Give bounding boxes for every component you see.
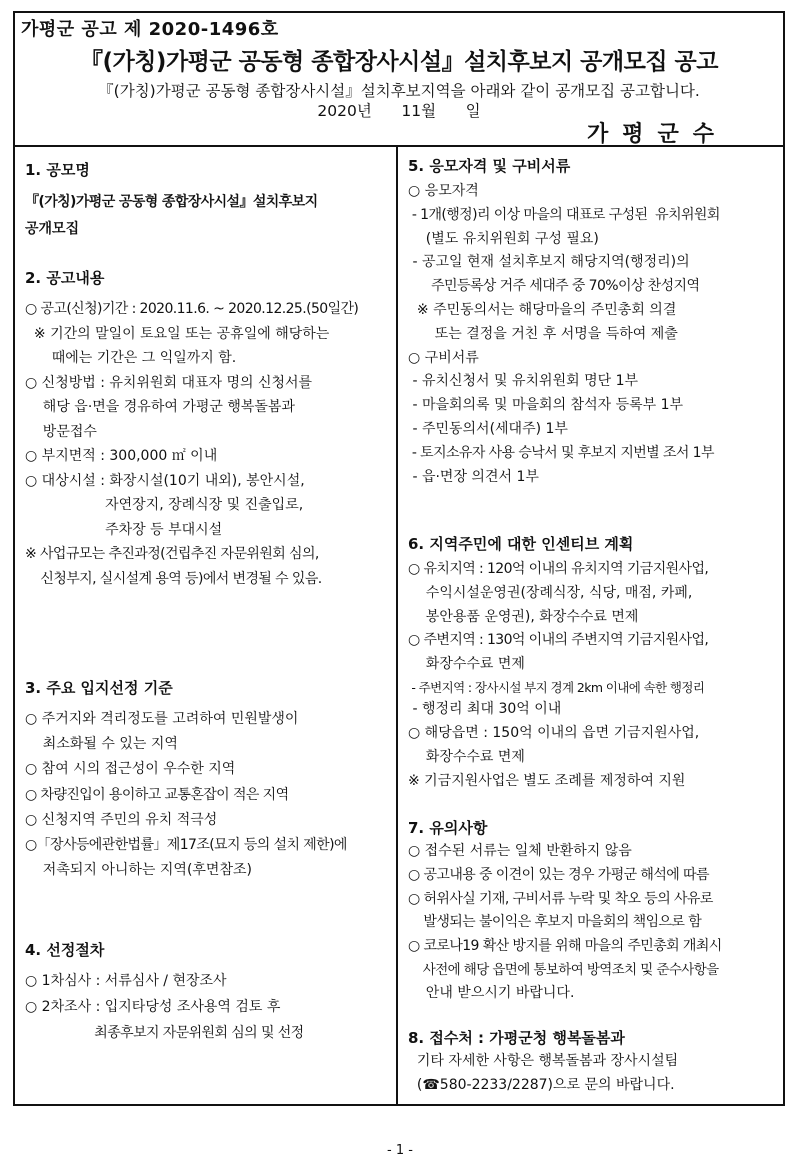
section-line: 화장수수료 면제 — [408, 748, 525, 765]
section-line: - 토지소유자 사용 승낙서 및 후보지 지번별 조서 1부 — [408, 444, 714, 461]
section-line: - 1개(행정)리 이상 마을의 대표로 구성된 유치위원회 — [408, 206, 720, 223]
section-3 — [25, 677, 388, 939]
section-line: 수익시설운영권(장례식장, 식당, 매점, 카페, — [408, 584, 693, 601]
notice-frame — [13, 11, 785, 1106]
section-line: ○ 차량진입이 용이하고 교통혼잡이 적은 지역 — [25, 786, 289, 803]
section-line: 발생되는 불이익은 후보지 마을회의 책임으로 함 — [408, 914, 702, 931]
section-line: 때에는 기간은 그 익일까지 함. — [25, 350, 237, 366]
section-line: 주민등록상 거주 세대주 중 70%이상 찬성지역 — [408, 278, 700, 295]
notice-date: 2020년 11월 일 — [317, 102, 481, 120]
section-line: 안내 받으시기 바랍니다. — [408, 984, 575, 1001]
section-line: ○ 참여 시의 접근성이 우수한 지역 — [25, 761, 236, 778]
section-line: ○ 공고내용 중 이견이 있는 경우 가평군 해석에 따름 — [408, 866, 709, 883]
section-line: - 주변지역 : 장사시설 부지 경계 2km 이내에 속한 행정리 — [408, 679, 705, 695]
section-line: ※ 사업규모는 추진과정(건립추진 자문위원회 심의, — [25, 546, 319, 562]
section-line: 주차장 등 부대시설 — [25, 521, 223, 538]
section-line: 해당 읍·면을 경유하여 가평군 행복돌봄과 — [25, 399, 295, 415]
section-line: 최소화될 수 있는 지역 — [25, 736, 178, 753]
section-title: 7. 유의사항 — [408, 819, 488, 837]
section-line: ○ 1차심사 : 서류심사 / 현장조사 — [25, 973, 227, 989]
section-2 — [25, 267, 388, 677]
section-line: (☎580-2233/2287)으로 문의 바랍니다. — [408, 1076, 675, 1093]
section-1 — [25, 159, 388, 267]
section-line: ○ 접수된 서류는 일체 반환하지 않음 — [408, 843, 632, 859]
section-title: 8. 접수처 : 가평군청 행복돌봄과 — [408, 1029, 625, 1047]
section-8 — [408, 1027, 777, 1098]
section-line: - 유치신청서 및 유치위원회 명단 1부 — [408, 373, 638, 390]
section-line: (별도 유치위원회 구성 필요) — [408, 230, 599, 247]
section-line: - 행정리 최대 30억 이내 — [408, 701, 562, 718]
section-line: 자연장지, 장례식장 및 진출입로, — [25, 497, 304, 513]
section-title: 6. 지역주민에 대한 인센티브 계획 — [408, 535, 634, 553]
notice-header — [15, 13, 783, 147]
section-line: ○ 주거지와 격리정도를 고려하여 민원발생이 — [25, 711, 299, 727]
section-line: - 공고일 현재 설치후보지 해당지역(행정리)의 — [408, 254, 690, 271]
section-line: 화장수수료 면제 — [408, 656, 525, 673]
section-6 — [408, 533, 777, 817]
section-5 — [408, 155, 777, 533]
section-line: 기타 자세한 사항은 행복돌봄과 장사시설팀 — [408, 1053, 679, 1069]
section-line: 저촉되지 아니하는 지역(후면참조) — [25, 862, 252, 879]
section-title: 4. 선정절차 — [25, 941, 105, 959]
issuer-name: 가평군수 — [586, 122, 728, 147]
notice-title: 『(가칭)가평군 공동형 종합장사시설』설치후보지 공개모집 공고 — [79, 49, 718, 75]
section-line: ○ 신청방법 : 유치위원회 대표자 명의 신청서를 — [25, 374, 313, 391]
section-line: - 주민동의서(세대주) 1부 — [408, 420, 568, 437]
section-line: ○ 대상시설 : 화장시설(10기 내외), 봉안시설, — [25, 472, 305, 489]
section-title: 2. 공고내용 — [25, 269, 105, 287]
section-line: 사전에 해당 읍면에 통보하여 방역조치 및 준수사항을 — [408, 961, 719, 978]
section-line: 공개모집 — [25, 220, 80, 237]
section-line: 신청부지, 실시설계 용역 등)에서 변경될 수 있음. — [25, 570, 322, 587]
section-line: ○ 해당읍면 : 150억 이내의 읍면 기금지원사업, — [408, 725, 700, 742]
section-line: - 마을회의록 및 마을회의 참석자 등록부 1부 — [408, 397, 684, 414]
section-line: ※ 주민동의서는 해당마을의 주민총회 의결 — [408, 301, 677, 318]
section-line: 방문접수 — [25, 423, 97, 440]
section-4 — [25, 939, 388, 1047]
section-line: ○「장사등에관한법률」제17조(묘지 등의 설치 제한)에 — [25, 836, 347, 853]
section-line: ○ 코로나19 확산 방지를 위해 마을의 주민총회 개최시 — [408, 938, 722, 955]
section-title: 1. 공모명 — [25, 161, 90, 179]
section-7 — [408, 817, 777, 1027]
section-title: 5. 응모자격 및 구비서류 — [408, 157, 571, 175]
section-line: - 읍·면장 의견서 1부 — [408, 468, 539, 485]
section-line: 『(가칭)가평군 공동형 종합장사시설』설치후보지 — [25, 194, 318, 210]
section-line: ○ 유치지역 : 120억 이내의 유치지역 기금지원사업, — [408, 561, 709, 577]
section-line: 최종후보지 자문위원회 심의 및 선정 — [25, 1024, 304, 1041]
left-column — [15, 145, 396, 1106]
section-line: ○ 부지면적 : 300,000 ㎡ 이내 — [25, 448, 218, 464]
section-line: ※ 기간의 말일이 토요일 또는 공휴일에 해당하는 — [25, 325, 330, 342]
section-line: ○ 신청지역 주민의 유치 적극성 — [25, 811, 218, 828]
section-line: ○ 공고(신청)기간 : 2020.11.6. ~ 2020.12.25.(50일간) — [25, 301, 359, 317]
section-line: ○ 주변지역 : 130억 이내의 주변지역 기금지원사업, — [408, 632, 709, 649]
section-title: 3. 주요 입지선정 기준 — [25, 679, 173, 697]
section-line: ○ 구비서류 — [408, 349, 479, 366]
notice-number: 가평군 공고 제 2020-1496호 — [21, 19, 279, 40]
section-line: ○ 응모자격 — [408, 183, 479, 199]
page-number: - 1 - — [387, 1143, 413, 1158]
notice-subtitle: 『(가칭)가평군 공동형 종합장사시설』설치후보지역을 아래와 같이 공개모집 공고합니다. — [98, 82, 700, 100]
section-line: ○ 2차조사 : 입지타당성 조사용역 검토 후 — [25, 998, 281, 1015]
section-line: 또는 결정을 거친 후 서명을 득하여 제출 — [408, 325, 678, 342]
section-line: 봉안용품 운영권), 화장수수료 면제 — [408, 608, 639, 625]
section-line: ○ 허위사실 기재, 구비서류 누락 및 착오 등의 사유로 — [408, 890, 713, 907]
right-column — [398, 145, 783, 1106]
section-line: ※ 기금지원사업은 별도 조례를 제정하여 지원 — [408, 772, 686, 789]
